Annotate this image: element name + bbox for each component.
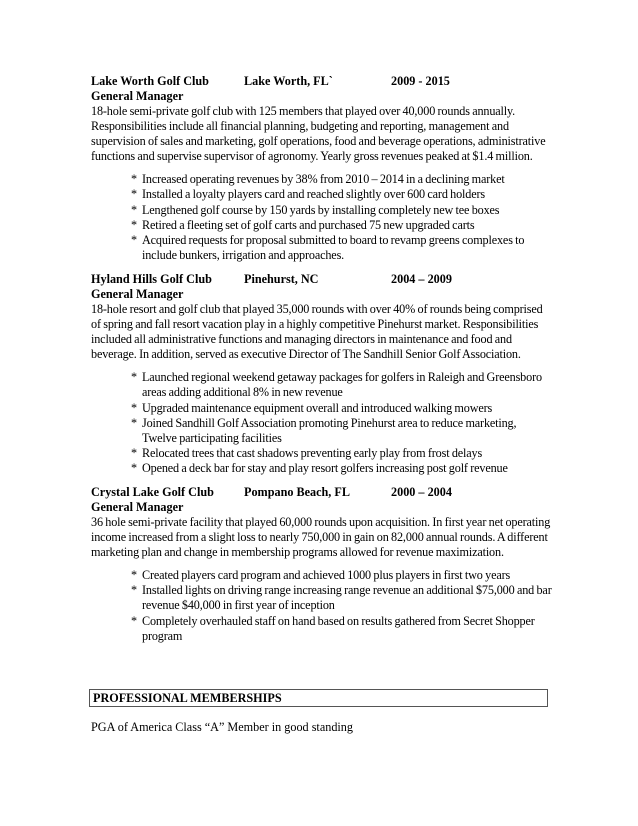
achievement-item: * Opened a deck bar for stay and play resort golfers increasing post golf revenue [131, 460, 508, 475]
club-name: Crystal Lake Golf Club [91, 484, 214, 499]
bullet-star: * [131, 370, 137, 385]
achievement-item: * Launched regional weekend getaway packages for golfers in Raleigh and Greensboro areas adding additional 8% in new revenue [131, 370, 542, 400]
job-header [91, 272, 553, 287]
achievement-item: * Installed a loyalty players card and reached slightly over 600 card holders [131, 187, 485, 202]
bullet-star: * [131, 445, 137, 460]
job-description: 18-hole semi-private golf club with 125 members that played over 40,000 rounds annually. Responsibilities include all financial planning, budgeting and reporting, management and supervision of sales and marketing, golf operations, food and beverage operations, administrative functions and supervise supervisor of agronomy. Yearly gross revenues peaked at $1.4 million. [91, 104, 546, 164]
job-entry [91, 74, 553, 263]
achievement-list [91, 568, 553, 643]
bullet-star: * [131, 217, 137, 232]
achievement-item: * Retired a fleeting set of golf carts and purchased 75 new upgraded carts [131, 217, 475, 232]
achievement-item: * Joined Sandhill Golf Association promoting Pinehurst area to reduce marketing, Twelve participating facilities [131, 415, 517, 445]
achievement-item: * Lengthened golf course by 150 yards by installing completely new tee boxes [131, 202, 500, 217]
bullet-star: * [131, 613, 137, 628]
job-description: 18-hole resort and golf club that played 35,000 rounds with over 40% of rounds being comprised of spring and fall resort vacation play in a highly competitive Pinehurst market. Responsibilities included all administrative functions and managing directors in maintenance and food and beverage. In addition, served as executive Director of The Sandhill Senior Golf Association. [91, 301, 543, 362]
bullet-star: * [131, 460, 137, 475]
bullet-star: * [131, 172, 137, 187]
job-title: General Manager [91, 499, 184, 514]
achievement-item: * Installed lights on driving range increasing range revenue an additional $75,000 and bar revenue $40,000 in first year of inception [131, 583, 552, 613]
achievement-list [91, 172, 553, 263]
bullet-star: * [131, 202, 137, 217]
job-title: General Manager [91, 286, 184, 301]
employment-years: 2004 – 2009 [391, 271, 452, 286]
achievement-item: * Increased operating revenues by 38% from 2010 – 2014 in a declining market [131, 172, 505, 187]
achievement-list [91, 370, 553, 476]
bullet-star: * [131, 187, 137, 202]
job-entry [91, 485, 553, 644]
job-entry [91, 272, 553, 476]
section-header-box [89, 689, 548, 707]
achievement-item: * Upgraded maintenance equipment overall and introduced walking mowers [131, 400, 493, 415]
achievement-item: * Acquired requests for proposal submitted to board to revamp greens complexes to include bunkers, irrigation and approaches. [131, 232, 525, 262]
job-description: 36 hole semi-private facility that played 60,000 rounds upon acquisition. In first year net operating income increased from a slight loss to nearly 750,000 in gain on 82,000 annual rounds. A different marketing plan and change in membership programs allowed for revenue maximization. [91, 514, 551, 560]
job-title: General Manager [91, 89, 184, 103]
club-name: Hyland Hills Golf Club [91, 271, 212, 286]
club-location: Pinehurst, NC [244, 271, 319, 286]
bullet-star: * [131, 568, 137, 583]
club-location: Lake Worth, FL` [244, 74, 333, 88]
membership-text: PGA of America Class “A” Member in good standing [91, 720, 353, 734]
achievement-item: * Created players card program and achieved 1000 plus players in first two years [131, 568, 511, 583]
bullet-star: * [131, 400, 137, 415]
achievement-item: * Completely overhauled staff on hand based on results gathered from Secret Shopper program [131, 613, 535, 643]
bullet-star: * [131, 232, 137, 247]
club-location: Pompano Beach, FL [244, 484, 350, 499]
achievement-item: * Relocated trees that cast shadows preventing early play from frost delays [131, 445, 483, 460]
bullet-star: * [131, 415, 137, 430]
employment-years: 2009 - 2015 [391, 74, 450, 88]
employment-years: 2000 – 2004 [391, 484, 452, 499]
resume-page [91, 74, 553, 653]
bullet-star: * [131, 583, 137, 598]
job-header [91, 485, 553, 500]
section-heading: PROFESSIONAL MEMBERSHIPS [93, 691, 282, 705]
club-name: Lake Worth Golf Club [91, 74, 209, 88]
job-header [91, 74, 553, 89]
